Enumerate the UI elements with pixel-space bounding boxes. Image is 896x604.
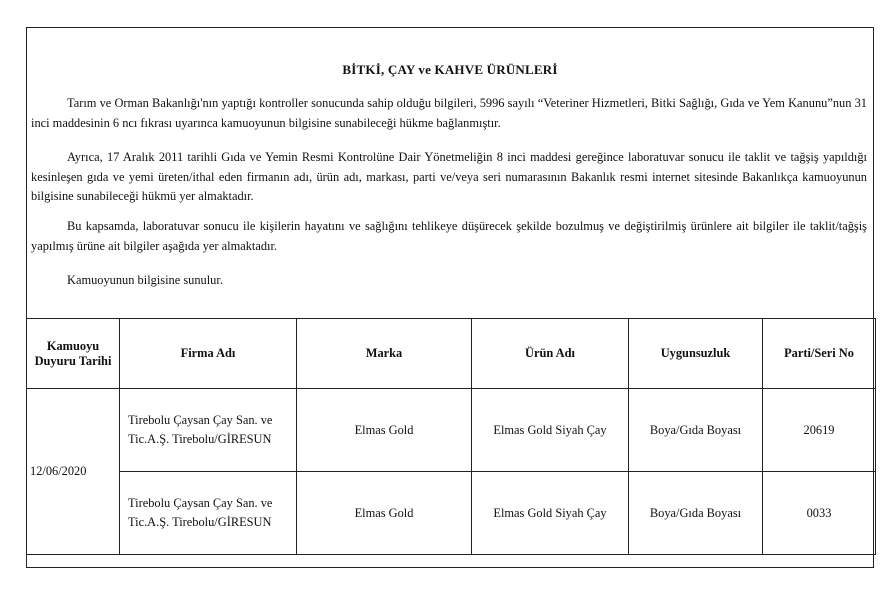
lot-cell: 0033: [763, 472, 876, 555]
header-date-line1: Kamuoyu: [46, 338, 100, 353]
firm-name: [120, 472, 297, 555]
product-cell: Elmas Gold Siyah Çay: [472, 389, 629, 472]
brand-cell: Elmas Gold: [297, 472, 472, 555]
header-date: [27, 319, 120, 389]
announcement-table: [26, 318, 876, 555]
brand-cell: Elmas Gold: [297, 389, 472, 472]
firm-name-line1: Tirebolu Çaysan Çay San. ve: [128, 496, 273, 510]
table-row: [27, 472, 876, 555]
lot-cell: 20619: [763, 389, 876, 472]
header-lot: Parti/Seri No: [763, 319, 876, 389]
paragraph-2: Ayrıca, 17 Aralık 2011 tarihli Gıda ve Yemin Resmi Kontrolüne Dair Yönetmeliğin 8 inci maddesi gereğince laboratuvar sonucu ile taklit ve tağşiş yapıldığı kesinleşen gıda ve yemi üreten/ithal eden firmanın adı, ürün adı, markası, parti ve/veya seri numarasının Bakanlık resmi internet sitesinde Bakanlıkça kamuoyunun bilgisine sunabileceği hükmü yer almaktadır.: [31, 150, 867, 203]
header-firm: Firma Adı: [120, 319, 297, 389]
firm-name-line2: Tic.A.Ş. Tirebolu/GİRESUN: [128, 515, 272, 529]
header-product: Ürün Adı: [472, 319, 629, 389]
header-date-line2: Duyuru Tarihi: [34, 353, 112, 368]
table-row: [27, 389, 876, 472]
firm-name: [120, 389, 297, 472]
paragraph-4: Kamuoyunun bilgisine sunulur.: [67, 273, 223, 287]
document-frame: [26, 27, 874, 568]
paragraph-3: Bu kapsamda, laboratuvar sonucu ile kişilerin hayatını ve sağlığını tehlikeye düşürecek şekilde bozulmuş ve değiştirilmiş ürünlere ait bilgiler ile taklit/tağşiş yapılmış ürüne ait bilgiler aşağıda yer almaktadır.: [31, 219, 867, 253]
firm-name-line1: Tirebolu Çaysan Çay San. ve: [128, 413, 273, 427]
document-title: BİTKİ, ÇAY ve KAHVE ÜRÜNLERİ: [342, 62, 558, 77]
product-cell: Elmas Gold Siyah Çay: [472, 472, 629, 555]
header-brand: Marka: [297, 319, 472, 389]
paragraph-1: Tarım ve Orman Bakanlığı'nın yaptığı kontroller sonucunda sahip olduğu bilgileri, 5996 sayılı “Veteriner Hizmetleri, Bitki Sağlığı, Gıda ve Yem Kanunu”nun 31 inci maddesinin 6 ncı fıkrası uyarınca kamuoyunun bilgisine sunabileceği hükme bağlanmıştır.: [31, 96, 867, 130]
firm-name-line2: Tic.A.Ş. Tirebolu/GİRESUN: [128, 432, 272, 446]
announcement-date: 12/06/2020: [27, 389, 120, 555]
table-header-row: [27, 319, 876, 389]
issue-cell: Boya/Gıda Boyası: [629, 472, 763, 555]
issue-cell: Boya/Gıda Boyası: [629, 389, 763, 472]
header-issue: Uygunsuzluk: [629, 319, 763, 389]
intro-section: [27, 28, 873, 318]
